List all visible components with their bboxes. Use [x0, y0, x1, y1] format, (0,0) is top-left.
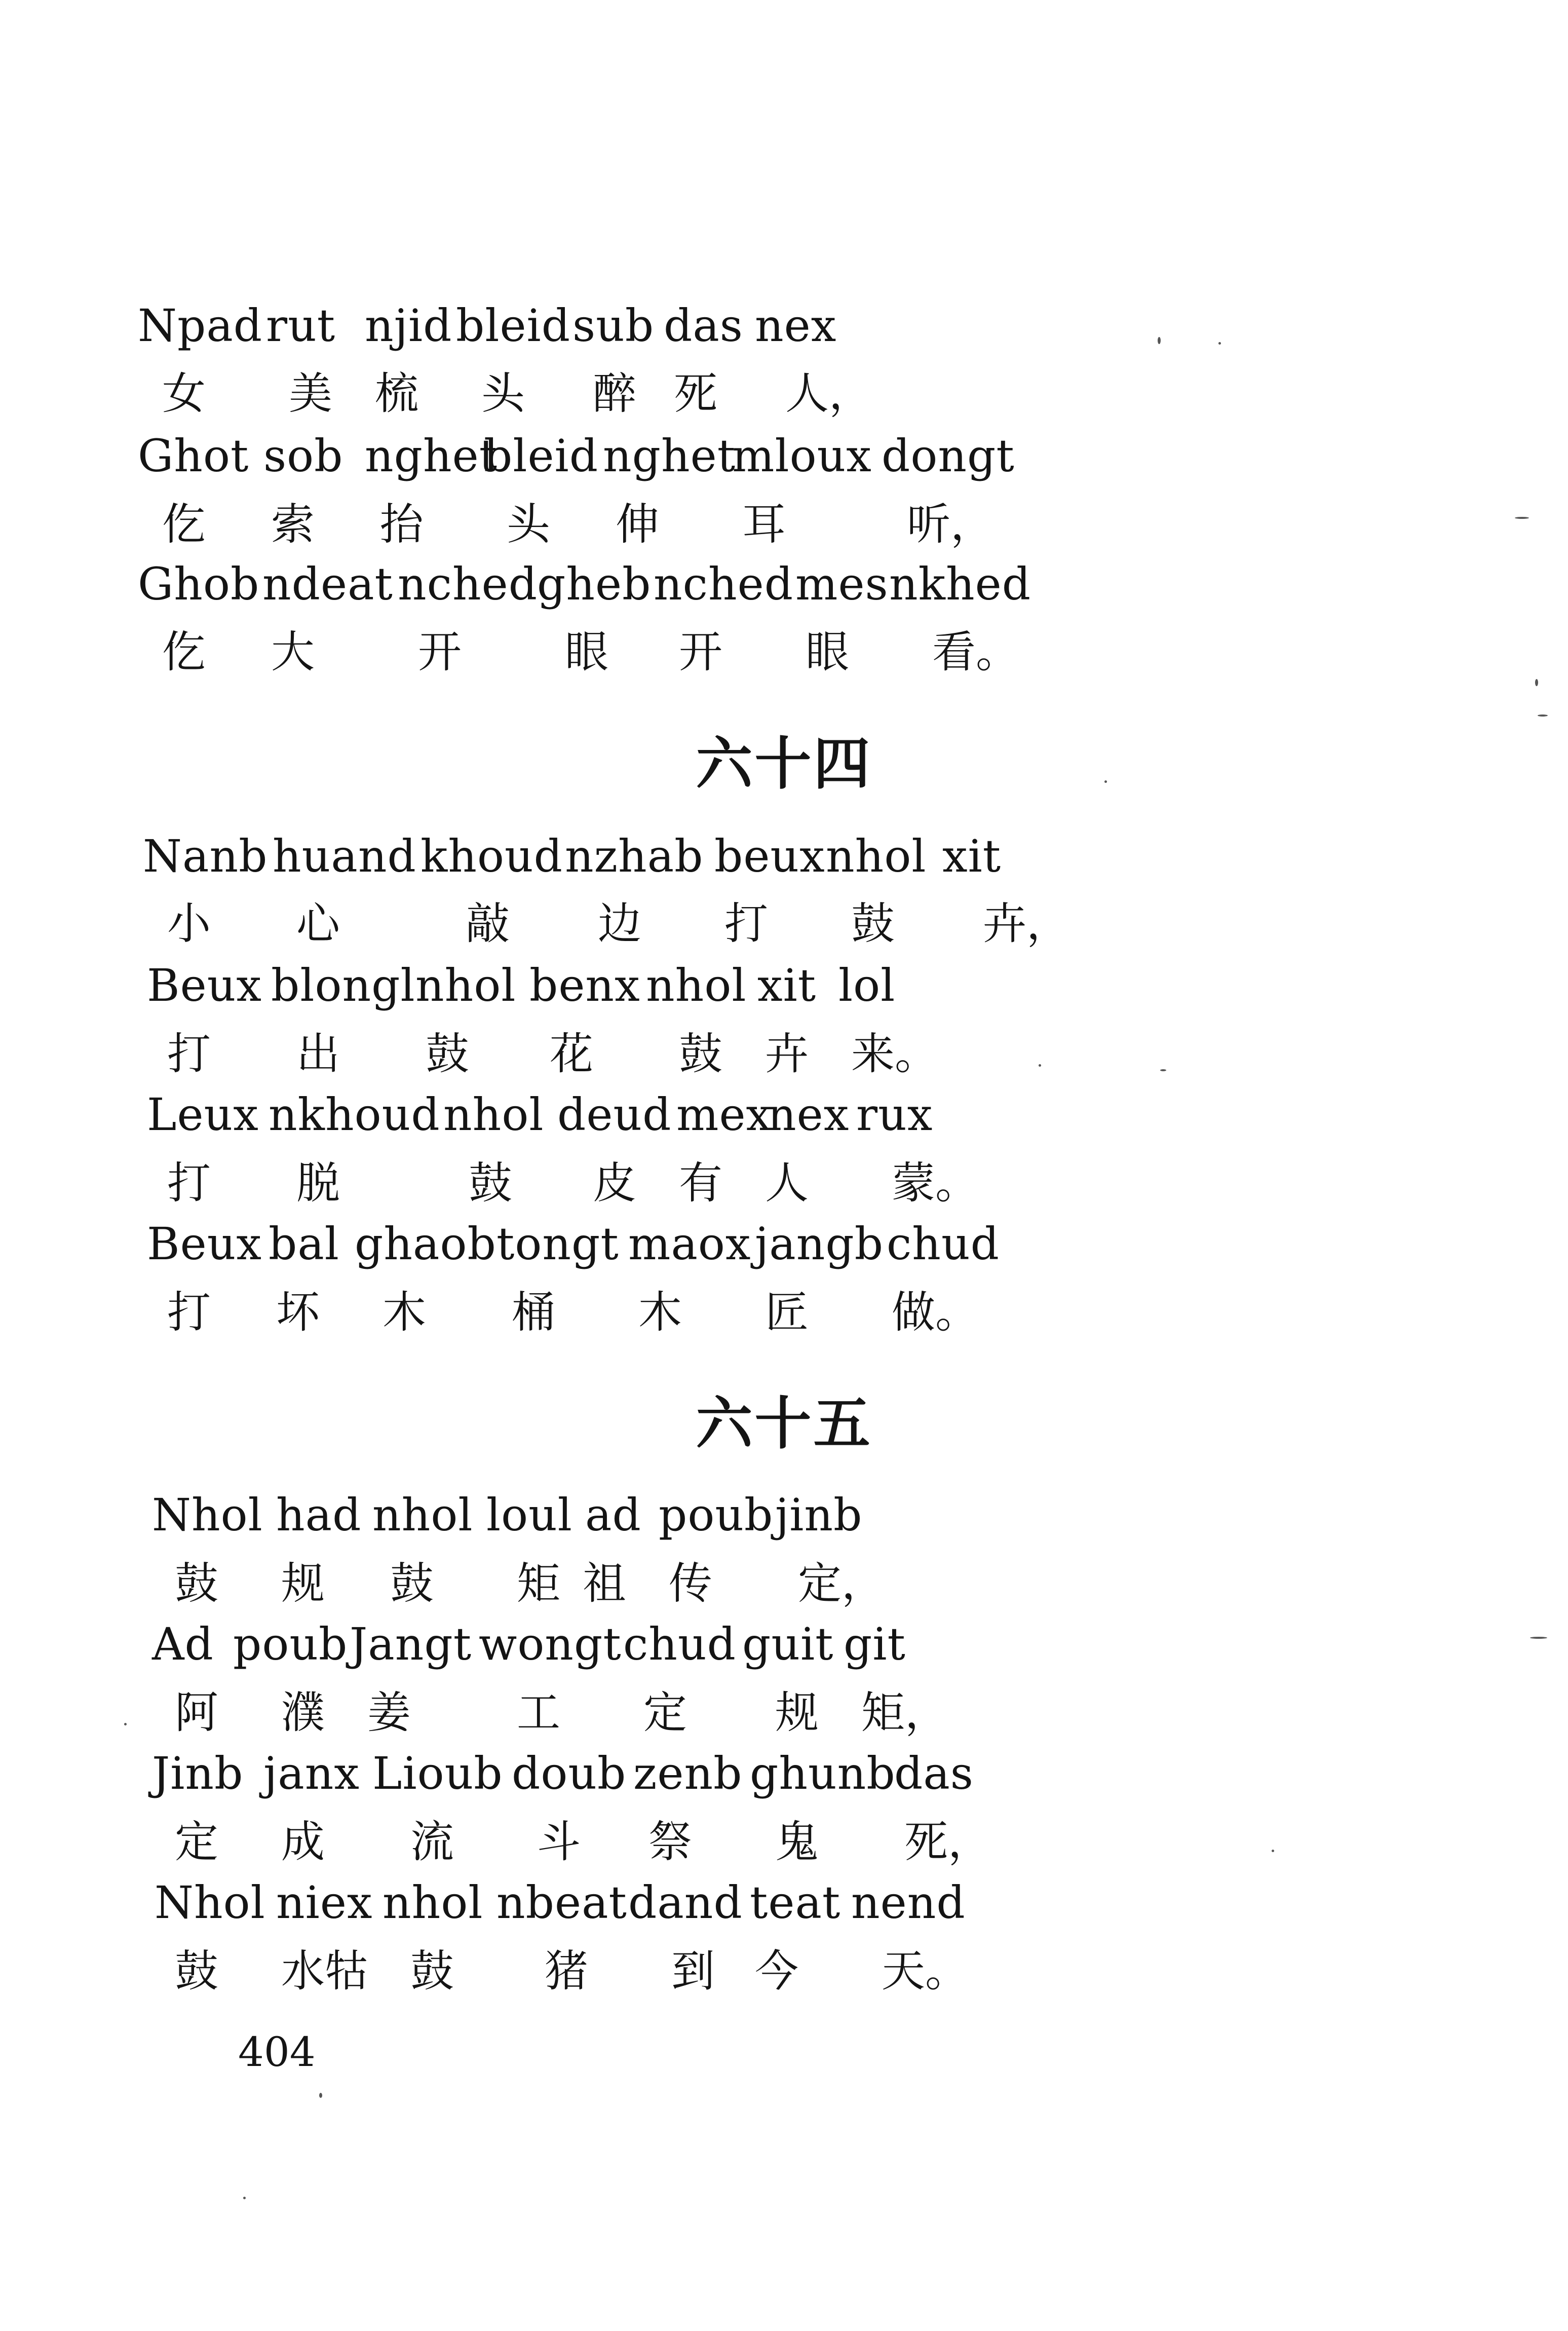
- scan-speck: [243, 2197, 246, 2199]
- miao-word: Beux: [147, 959, 262, 1011]
- miao-word: had: [276, 1489, 362, 1541]
- chinese-gloss: 水牯: [281, 1946, 368, 1997]
- scan-speck: [1160, 1069, 1166, 1071]
- chinese-gloss: 坏: [276, 1287, 320, 1338]
- chinese-gloss-line: [0, 1150, 1568, 1216]
- miao-word: xit: [942, 830, 1002, 882]
- miao-word: dongt: [882, 430, 1015, 482]
- scan-speck: [124, 1723, 127, 1725]
- chinese-gloss: 矩，: [861, 1687, 948, 1738]
- chinese-gloss: 鼓: [410, 1946, 454, 1997]
- miao-word: khoud: [420, 830, 563, 882]
- miao-line: [0, 423, 1568, 489]
- chinese-gloss: 规: [281, 1558, 325, 1609]
- chinese-gloss: 抬: [380, 499, 424, 550]
- miao-word: poub: [233, 1618, 348, 1670]
- chinese-gloss-line: [0, 1938, 1568, 2004]
- miao-word: Beux: [147, 1218, 262, 1270]
- miao-word: bleid: [456, 299, 571, 352]
- miao-word: nhol: [383, 1876, 483, 1929]
- chinese-gloss-line: [0, 492, 1568, 557]
- scan-speck: [1515, 517, 1529, 519]
- chinese-gloss: 祭: [648, 1817, 692, 1867]
- chinese-gloss: 耳: [742, 499, 786, 550]
- chinese-gloss-line: [0, 361, 1568, 427]
- miao-line: [0, 1482, 1568, 1548]
- chinese-gloss: 桶: [512, 1287, 555, 1338]
- chinese-gloss: 鼓: [426, 1029, 469, 1079]
- miao-word: Leux: [147, 1088, 259, 1141]
- miao-word: chud: [887, 1218, 1000, 1270]
- section-heading: 六十四: [696, 731, 872, 797]
- miao-word: benx: [529, 959, 640, 1011]
- miao-word: mes: [795, 558, 889, 610]
- chinese-gloss: 蒙。: [892, 1158, 979, 1209]
- chinese-gloss: 出: [296, 1029, 340, 1079]
- miao-word: niex: [276, 1876, 373, 1929]
- chinese-gloss: 伸: [616, 499, 659, 550]
- miao-word: das: [664, 299, 743, 352]
- miao-word: nhol: [415, 959, 516, 1011]
- miao-word: Jangt: [350, 1618, 472, 1670]
- miao-word: nched: [654, 558, 794, 610]
- miao-word: njid: [365, 299, 452, 352]
- miao-word: ghunb: [750, 1747, 896, 1799]
- chinese-gloss: 小: [167, 898, 211, 949]
- miao-word: dand: [628, 1876, 743, 1929]
- miao-word: mex: [676, 1088, 772, 1141]
- scan-speck: [1272, 1850, 1274, 1852]
- chinese-gloss: 看。: [932, 627, 1019, 678]
- chinese-gloss: 规: [775, 1687, 819, 1738]
- miao-word: Jinb: [152, 1747, 244, 1799]
- chinese-gloss: 女: [162, 368, 206, 419]
- miao-word: Nhol: [155, 1876, 265, 1929]
- miao-word: Lioub: [372, 1747, 503, 1799]
- chinese-gloss-line: [0, 1680, 1568, 1746]
- chinese-gloss: 边: [598, 898, 641, 949]
- section-heading: 六十五: [696, 1391, 872, 1457]
- miao-word: chud: [623, 1618, 736, 1670]
- miao-word: nzhab: [565, 830, 704, 882]
- chinese-gloss: 开: [418, 627, 462, 678]
- miao-line: [0, 1741, 1568, 1807]
- chinese-gloss: 美: [289, 368, 332, 419]
- chinese-gloss: 工: [517, 1687, 560, 1738]
- chinese-gloss: 皮: [593, 1158, 636, 1209]
- miao-word: poub: [659, 1489, 774, 1541]
- chinese-gloss: 卉: [765, 1029, 809, 1079]
- miao-word: janx: [263, 1747, 360, 1799]
- miao-word: tongt: [496, 1218, 619, 1270]
- chinese-gloss: 天。: [882, 1946, 969, 1997]
- miao-line: [0, 1870, 1568, 1936]
- miao-line: [0, 1082, 1568, 1148]
- scan-speck: [1104, 780, 1107, 783]
- chinese-gloss: 死: [674, 368, 717, 419]
- chinese-gloss-line: [0, 891, 1568, 957]
- chinese-gloss: 鼓: [679, 1029, 722, 1079]
- miao-word: Nhol: [152, 1489, 263, 1541]
- miao-word: maox: [628, 1218, 751, 1270]
- chinese-gloss: 鼓: [175, 1558, 218, 1609]
- chinese-gloss: 匠: [765, 1287, 809, 1338]
- miao-word: ndeat: [262, 558, 393, 610]
- miao-word: beux: [714, 830, 825, 882]
- miao-word: nhol: [646, 959, 747, 1011]
- miao-word: bal: [269, 1218, 339, 1270]
- chinese-gloss: 到: [671, 1946, 715, 1997]
- chinese-gloss: 头: [507, 499, 550, 550]
- chinese-gloss: 头: [481, 368, 525, 419]
- miao-word: jangb: [755, 1218, 884, 1270]
- chinese-gloss: 阿: [175, 1687, 218, 1738]
- miao-word: teat: [750, 1876, 841, 1929]
- miao-word: ad: [585, 1489, 641, 1541]
- chinese-gloss: 斗: [537, 1817, 581, 1867]
- chinese-gloss: 祖: [583, 1558, 626, 1609]
- miao-line: [0, 823, 1568, 889]
- chinese-gloss: 定: [643, 1687, 687, 1738]
- chinese-gloss: 鼓: [469, 1158, 512, 1209]
- miao-word: rux: [856, 1088, 933, 1141]
- chinese-gloss: 仡: [162, 499, 206, 550]
- chinese-gloss: 人: [765, 1158, 809, 1209]
- chinese-gloss-line: [0, 1280, 1568, 1345]
- miao-word: Ghob: [138, 558, 260, 610]
- miao-line: [0, 1211, 1568, 1277]
- chinese-gloss-line: [0, 1021, 1568, 1087]
- miao-word: deud: [557, 1088, 672, 1141]
- miao-line: [0, 551, 1568, 617]
- miao-word: lol: [838, 959, 896, 1011]
- miao-word: Npad: [138, 299, 263, 352]
- miao-word: xit: [757, 959, 817, 1011]
- miao-word: Nanb: [143, 830, 268, 882]
- chinese-gloss: 脱: [296, 1158, 340, 1209]
- miao-word: rut: [266, 299, 336, 352]
- chinese-gloss: 眼: [565, 627, 608, 678]
- miao-word: Ad: [152, 1618, 214, 1670]
- miao-word: nex: [755, 299, 837, 352]
- miao-word: nbeat: [496, 1876, 627, 1929]
- miao-word: blongl: [271, 959, 415, 1011]
- chinese-gloss: 今: [755, 1946, 798, 1997]
- scan-speck: [319, 2093, 322, 2098]
- chinese-gloss: 醉: [593, 368, 636, 419]
- chinese-gloss: 鼓: [851, 898, 895, 949]
- chinese-gloss-line: [0, 1551, 1568, 1616]
- miao-word: nhol: [372, 1489, 473, 1541]
- miao-word: nhol: [826, 830, 927, 882]
- chinese-gloss: 仡: [162, 627, 206, 678]
- miao-word: gheb: [537, 558, 652, 610]
- miao-word: ghaob: [355, 1218, 496, 1270]
- chinese-gloss: 打: [167, 1158, 211, 1209]
- chinese-gloss: 流: [410, 1817, 454, 1867]
- miao-line: [0, 293, 1568, 359]
- miao-word: git: [844, 1618, 906, 1670]
- miao-word: guit: [742, 1618, 834, 1670]
- scan-speck: [1530, 1637, 1547, 1639]
- miao-word: zenb: [633, 1747, 743, 1799]
- miao-word: mloux: [732, 430, 872, 482]
- scan-speck: [1158, 337, 1161, 344]
- chinese-gloss-line: [0, 1809, 1568, 1875]
- page-number: 404: [238, 2028, 316, 2076]
- chinese-gloss: 开: [679, 627, 722, 678]
- chinese-gloss: 人，: [785, 368, 872, 419]
- miao-word: nkhoud: [269, 1088, 440, 1141]
- chinese-gloss: 木: [638, 1287, 682, 1338]
- scan-speck: [1535, 679, 1538, 686]
- chinese-gloss: 鬼: [775, 1817, 819, 1867]
- chinese-gloss: 木: [383, 1287, 426, 1338]
- chinese-gloss: 打: [167, 1287, 211, 1338]
- miao-word: nghet: [365, 430, 498, 482]
- chinese-gloss: 大: [271, 627, 315, 678]
- chinese-gloss: 敲: [466, 898, 510, 949]
- chinese-gloss: 打: [724, 898, 768, 949]
- miao-word: sob: [263, 430, 343, 482]
- miao-word: nhol: [443, 1088, 544, 1141]
- miao-line: [0, 953, 1568, 1019]
- chinese-gloss: 矩: [517, 1558, 560, 1609]
- miao-word: nex: [768, 1088, 850, 1141]
- chinese-gloss: 卉，: [983, 898, 1070, 949]
- chinese-gloss: 死，: [904, 1817, 991, 1867]
- chinese-gloss: 鼓: [175, 1946, 218, 1997]
- miao-word: jinb: [775, 1489, 863, 1541]
- miao-word: nkhed: [889, 558, 1031, 610]
- miao-word: loul: [486, 1489, 572, 1541]
- chinese-gloss: 听，: [907, 499, 994, 550]
- miao-word: sub: [572, 299, 655, 352]
- chinese-gloss: 有: [679, 1158, 722, 1209]
- miao-word: doub: [512, 1747, 627, 1799]
- miao-word: nghet: [603, 430, 736, 482]
- chinese-gloss: 成: [281, 1817, 325, 1867]
- miao-word: nend: [851, 1876, 966, 1929]
- chinese-gloss: 定: [175, 1817, 218, 1867]
- chinese-gloss: 猪: [545, 1946, 588, 1997]
- scan-speck: [1218, 342, 1221, 345]
- chinese-gloss: 濮: [281, 1687, 325, 1738]
- chinese-gloss: 打: [167, 1029, 211, 1079]
- chinese-gloss: 鼓: [390, 1558, 434, 1609]
- miao-word: huand: [273, 830, 416, 882]
- miao-word: das: [894, 1747, 974, 1799]
- scan-speck: [1039, 1064, 1041, 1067]
- miao-word: nched: [398, 558, 538, 610]
- chinese-gloss: 梳: [375, 368, 418, 419]
- miao-word: Ghot: [138, 430, 249, 482]
- chinese-gloss: 定，: [798, 1558, 885, 1609]
- chinese-gloss: 姜: [367, 1687, 411, 1738]
- chinese-gloss: 来。: [851, 1029, 938, 1079]
- scan-speck: [1538, 715, 1548, 717]
- chinese-gloss-line: [0, 619, 1568, 685]
- chinese-gloss: 花: [550, 1029, 593, 1079]
- chinese-gloss: 做。: [892, 1287, 979, 1338]
- chinese-gloss: 眼: [806, 627, 849, 678]
- miao-line: [0, 1611, 1568, 1677]
- miao-word: wongt: [479, 1618, 622, 1670]
- miao-word: bleid: [484, 430, 599, 482]
- chinese-gloss: 传: [669, 1558, 712, 1609]
- chinese-gloss: 索: [271, 499, 315, 550]
- chinese-gloss: 心: [296, 898, 340, 949]
